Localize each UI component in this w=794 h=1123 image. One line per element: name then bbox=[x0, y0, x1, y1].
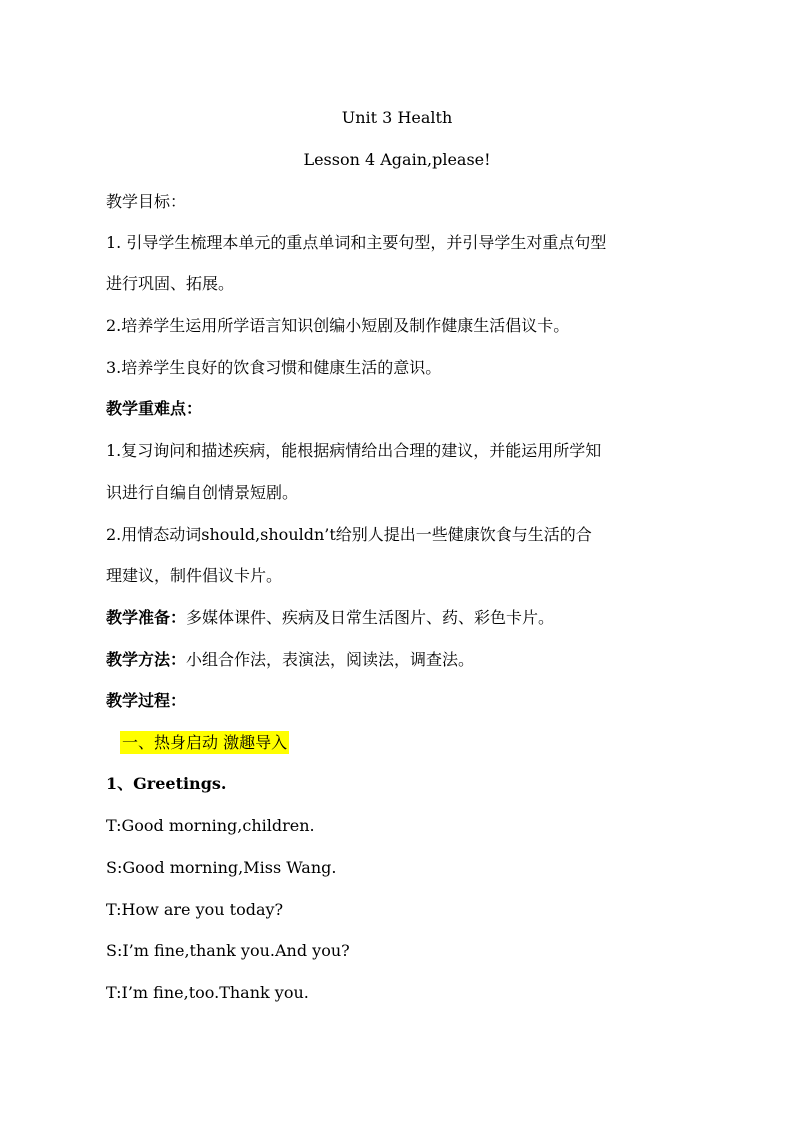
step-1-title: 1、Greetings. bbox=[106, 774, 227, 793]
key-points-heading: 教学重难点： bbox=[106, 399, 203, 418]
objective-2: 2.培养学生运用所学语言知识创编小短剧及制作健康生活倡议卡。 bbox=[106, 316, 570, 335]
methods-text: 小组合作法，表演法，阅读法，调查法。 bbox=[186, 650, 475, 669]
key-point-2-line-2: 理建议，制件倡议卡片。 bbox=[106, 566, 283, 585]
key-point-2-line-1: 2.用情态动词should,shouldn’t给别人提出一些健康饮食与生活的合 bbox=[106, 525, 592, 544]
document-title: Unit 3 Health bbox=[341, 108, 453, 127]
dialogue-line: S:Good morning,Miss Wang. bbox=[106, 858, 337, 877]
process-heading: 教学过程： bbox=[106, 691, 187, 710]
methods-label: 教学方法： bbox=[106, 650, 187, 669]
dialogue-line: T:I’m fine,too.Thank you. bbox=[106, 983, 309, 1002]
methods-paragraph bbox=[106, 650, 474, 670]
section-1-highlighted-title: 一、热身启动 激趣导入 bbox=[122, 733, 288, 752]
objectives-heading: 教学目标： bbox=[106, 192, 187, 211]
process-section-1 bbox=[120, 733, 289, 753]
objective-1-line-2: 进行巩固、拓展。 bbox=[106, 274, 235, 293]
preparation-label: 教学准备： bbox=[106, 608, 187, 627]
dialogue-line: T:Good morning,children. bbox=[106, 816, 315, 835]
objective-3: 3.培养学生良好的饮食习惯和健康生活的意识。 bbox=[106, 358, 442, 377]
document-subtitle: Lesson 4 Again,please! bbox=[303, 150, 491, 169]
dialogue-line: S:I’m fine,thank you.And you? bbox=[106, 941, 350, 960]
preparation-text: 多媒体课件、疾病及日常生活图片、药、彩色卡片。 bbox=[186, 608, 555, 627]
objective-1-line-1: 1. 引导学生梳理本单元的重点单词和主要句型，并引导学生对重点句型 bbox=[106, 233, 607, 252]
key-point-1-line-1: 1.复习询问和描述疾病，能根据病情给出合理的建议，并能运用所学知 bbox=[106, 441, 602, 460]
key-point-1-line-2: 识进行自编自创情景短剧。 bbox=[106, 483, 299, 502]
dialogue-line: T:How are you today? bbox=[106, 900, 284, 919]
preparation-paragraph bbox=[106, 608, 554, 628]
